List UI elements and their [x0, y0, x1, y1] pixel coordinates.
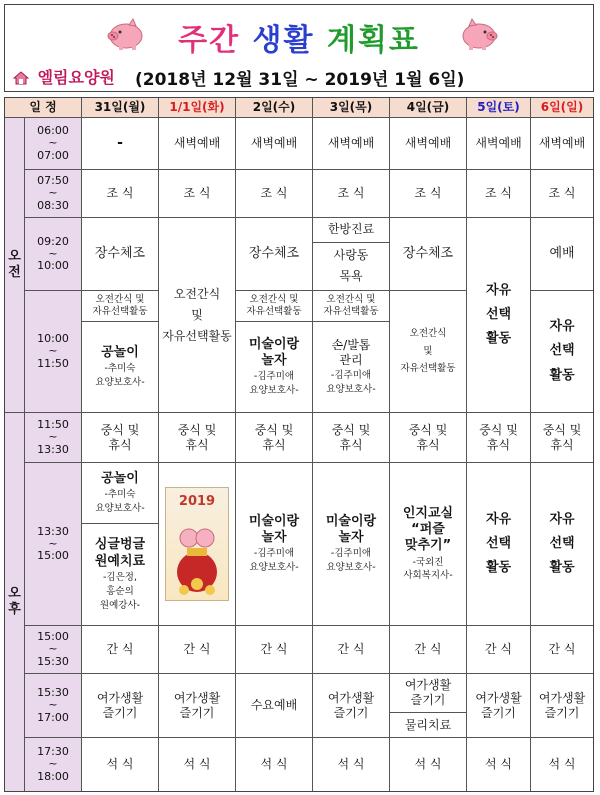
- title-box: [4, 4, 594, 92]
- schedule-cell: 중식 및 휴식: [159, 413, 236, 463]
- schedule-cell: 미술이랑 놀자 -김주미애 요양보호사-: [313, 463, 390, 626]
- time-slot: 07:50 ~ 08:30: [25, 170, 82, 218]
- schedule-cell: 조 식: [531, 170, 593, 218]
- pig-icon: [460, 17, 500, 51]
- time-slot: 06:00 ~ 07:00: [25, 118, 82, 170]
- schedule-cell: 인지교실 “퍼즐 맞추기” -국외진 사회복지사-: [390, 463, 467, 626]
- schedule-cell: 간 식: [467, 626, 531, 674]
- schedule-cell: 새벽예배: [236, 118, 313, 170]
- schedule-cell: 석 식: [159, 738, 236, 791]
- day-header: 5일(토): [467, 98, 531, 118]
- schedule-cell: 여가생활 즐기기: [313, 674, 390, 738]
- schedule-cell: 여가생활 즐기기: [159, 674, 236, 738]
- schedule-cell: 간 식: [82, 626, 159, 674]
- time-slot: 11:50 ~ 13:30: [25, 413, 82, 463]
- schedule-cell: 중식 및 휴식: [82, 413, 159, 463]
- schedule-cell: 중식 및 휴식: [467, 413, 531, 463]
- time-slot: 09:20 ~ 10:00: [25, 218, 82, 291]
- schedule-cell: 중식 및 휴식: [531, 413, 593, 463]
- schedule-cell: 조 식: [82, 170, 159, 218]
- schedule-cell: 석 식: [548, 757, 576, 771]
- schedule-cell: 새벽예배: [313, 118, 390, 170]
- home-logo-icon: [13, 71, 29, 85]
- schedule-cell: 조 식: [236, 170, 313, 218]
- schedule-cell: 중식 및 휴식: [313, 413, 390, 463]
- day-header: 6일(일): [531, 98, 593, 118]
- schedule-cell: 오전간식 및 자유선택활동: [390, 291, 467, 413]
- schedule-cell: 새벽예배: [390, 118, 467, 170]
- schedule-cell: 중식 및 휴식: [390, 413, 467, 463]
- day-header: 31일(월): [82, 98, 159, 118]
- corner-header: 일 정: [5, 98, 82, 118]
- schedule-cell: 조 식: [390, 170, 467, 218]
- schedule-cell: 여가생활 즐기기 물리치료: [390, 674, 467, 738]
- schedule-cell: 자유 선택 활동: [531, 291, 593, 413]
- schedule-cell: 예배: [531, 218, 593, 291]
- time-slot: 17:30 ~ 18:00: [25, 738, 82, 791]
- schedule-cell: 간 식: [159, 626, 236, 674]
- schedule-cell: 조 식: [313, 170, 390, 218]
- time-slot: 15:30 ~ 17:00: [25, 674, 82, 738]
- schedule-cell: 오전간식 및 자유선택활동 손/발톱 관리 -김주미애 요양보호사-: [313, 291, 390, 413]
- schedule-cell: 자유 선택 활동: [531, 463, 593, 626]
- day-header: 4일(금): [390, 98, 467, 118]
- day-header: 2일(수): [236, 98, 313, 118]
- schedule-cell: 공놀이 -추미숙 요양보호사- 싱글벙글 원예치료 -김은정, 홍순의 원예강사-: [82, 463, 159, 626]
- time-slot: 10:00 ~ 11:50: [25, 291, 82, 413]
- schedule-cell: 석 식: [236, 738, 313, 791]
- schedule-table: [4, 97, 594, 792]
- new-year-card-image: 2019: [165, 487, 229, 601]
- schedule-cell: 석 식: [313, 738, 390, 791]
- schedule-cell: 중식 및 휴식: [236, 413, 313, 463]
- schedule-cell: 간 식: [236, 626, 313, 674]
- time-slot: 15:00 ~ 15:30: [25, 626, 82, 674]
- schedule-cell: 간 식: [390, 626, 467, 674]
- pm-label: 오 후: [5, 413, 25, 791]
- schedule-period: (2018년 12월 31일 ~ 2019년 1월 6일): [135, 70, 465, 90]
- schedule-cell: 석 식: [390, 738, 467, 791]
- page-title: 주간 생활 계획표: [178, 23, 420, 58]
- org-label: 엘림요양원: [13, 65, 115, 88]
- schedule-cell: 여가생활 즐기기: [531, 674, 593, 738]
- schedule-cell: 미술이랑 놀자 -김주미애 요양보호사-: [236, 463, 313, 626]
- schedule-cell: 새벽예배: [159, 118, 236, 170]
- day-header: 3일(목): [313, 98, 390, 118]
- schedule-cell: -: [82, 118, 159, 170]
- schedule-cell: 장수체조: [82, 218, 159, 291]
- schedule-cell: 장수체조: [390, 218, 467, 291]
- am-label: 오 전: [5, 118, 25, 413]
- schedule-cell: 조 식: [467, 170, 531, 218]
- day-header: 1/1일(화): [159, 98, 236, 118]
- schedule-cell: 오전간식 및 자유선택활동 공놀이 -추미숙 요양보호사-: [82, 291, 159, 413]
- schedule-cell: 오전간식 및 자유선택활동: [159, 218, 236, 413]
- schedule-cell: [159, 463, 236, 626]
- schedule-cell: 오전간식 및 자유선택활동 미술이랑 놀자 -김주미애 요양보호사-: [236, 291, 313, 413]
- schedule-cell: 새벽예배: [531, 118, 593, 170]
- time-slot: 13:30 ~ 15:00: [25, 463, 82, 626]
- schedule-cell: 여가생활 즐기기: [82, 674, 159, 738]
- schedule-cell: 여가생활 즐기기: [467, 674, 531, 738]
- schedule-cell: 석 식: [467, 738, 531, 791]
- schedule-cell: 자유 선택 활동: [467, 218, 531, 413]
- schedule-cell: 간 식: [531, 626, 593, 674]
- schedule-cell: 새벽예배: [467, 118, 531, 170]
- schedule-cell: 조 식: [159, 170, 236, 218]
- schedule-cell: 간 식: [313, 626, 390, 674]
- schedule-cell: 장수체조: [236, 218, 313, 291]
- schedule-cell: 자유 선택 활동: [467, 463, 531, 626]
- schedule-cell: 수요예배: [236, 674, 313, 738]
- schedule-cell: 석 식: [82, 738, 159, 791]
- schedule-cell: 한방진료 사랑동 목욕: [313, 218, 390, 291]
